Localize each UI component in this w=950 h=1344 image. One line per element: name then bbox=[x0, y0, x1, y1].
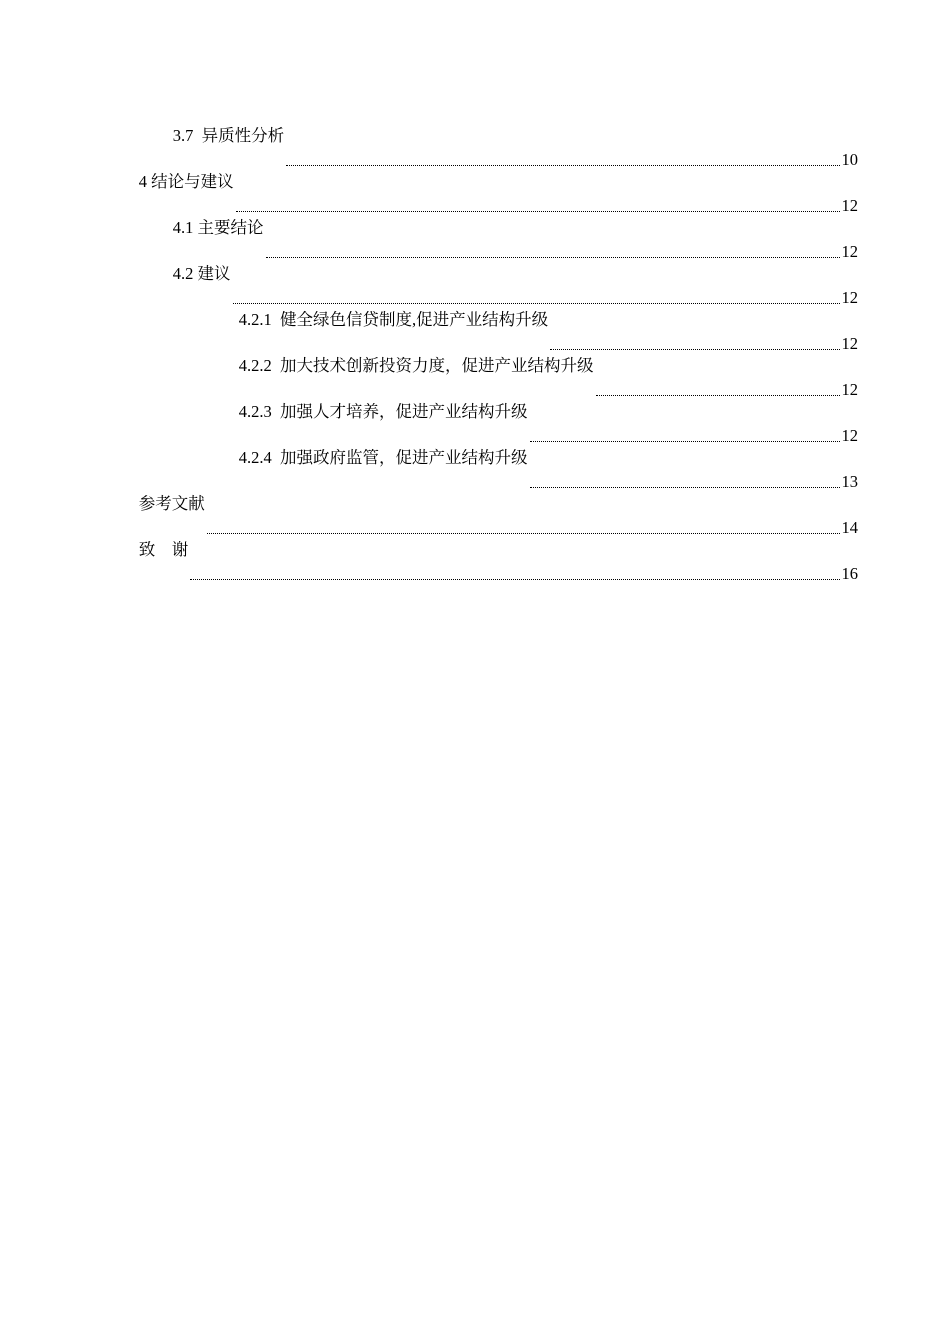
toc-entry-number: 3.7 bbox=[172, 126, 194, 145]
toc-entry-number: 4.2.4 bbox=[238, 448, 272, 467]
toc-entry-number: 4.2.1 bbox=[238, 310, 272, 329]
toc-entry-page: 14 bbox=[841, 518, 858, 537]
dot-leader bbox=[530, 440, 840, 442]
toc-entry-title: 加强人才培养，促进产业结构升级 bbox=[280, 402, 528, 421]
toc-entry-page: 12 bbox=[841, 380, 858, 399]
toc-entry-4-1[interactable] bbox=[148, 218, 858, 264]
toc-entry-page: 12 bbox=[841, 426, 858, 445]
toc-entry-number: 4 bbox=[138, 172, 147, 191]
toc-entry-title: 建议 bbox=[197, 264, 231, 283]
toc-entry-page: 12 bbox=[841, 242, 858, 261]
toc-entry-references[interactable] bbox=[114, 494, 858, 540]
toc-entry-acknowledgements[interactable] bbox=[114, 540, 858, 586]
toc-entry-title: 异质性分析 bbox=[201, 126, 285, 145]
toc-entry-title: 加大技术创新投资力度，促进产业结构升级 bbox=[280, 356, 594, 375]
toc-entry-title: 参考文献 bbox=[138, 494, 205, 513]
toc-entry-number: 4.2 bbox=[172, 264, 194, 283]
dot-leader bbox=[286, 164, 839, 166]
toc-entry-page: 10 bbox=[841, 150, 858, 169]
toc-entry-title: 致 谢 bbox=[138, 540, 189, 559]
dot-leader bbox=[530, 486, 840, 488]
dot-leader bbox=[550, 348, 839, 350]
toc-entry-title: 主要结论 bbox=[197, 218, 264, 237]
toc-entry-title: 健全绿色信贷制度,促进产业结构升级 bbox=[280, 310, 549, 329]
toc-entry-page: 12 bbox=[841, 334, 858, 353]
toc-entry-title: 结论与建议 bbox=[151, 172, 234, 191]
toc-entry-3-7[interactable] bbox=[148, 126, 858, 172]
dot-leader bbox=[236, 210, 840, 212]
toc-entry-number: 4.1 bbox=[172, 218, 194, 237]
toc-entry-4-2-4[interactable] bbox=[214, 448, 858, 494]
dot-leader bbox=[207, 532, 840, 534]
toc-entry-page: 13 bbox=[841, 472, 858, 491]
toc-entry-page: 16 bbox=[841, 564, 858, 583]
dot-leader bbox=[596, 394, 840, 396]
toc-entry-page: 12 bbox=[841, 196, 858, 215]
dot-leader bbox=[190, 578, 839, 580]
dot-leader bbox=[266, 256, 840, 258]
toc-entry-title: 加强政府监管，促进产业结构升级 bbox=[280, 448, 528, 467]
toc-entry-page: 12 bbox=[841, 288, 858, 307]
toc-entry-number: 4.2.3 bbox=[238, 402, 272, 421]
toc-entry-number: 4.2.2 bbox=[238, 356, 272, 375]
